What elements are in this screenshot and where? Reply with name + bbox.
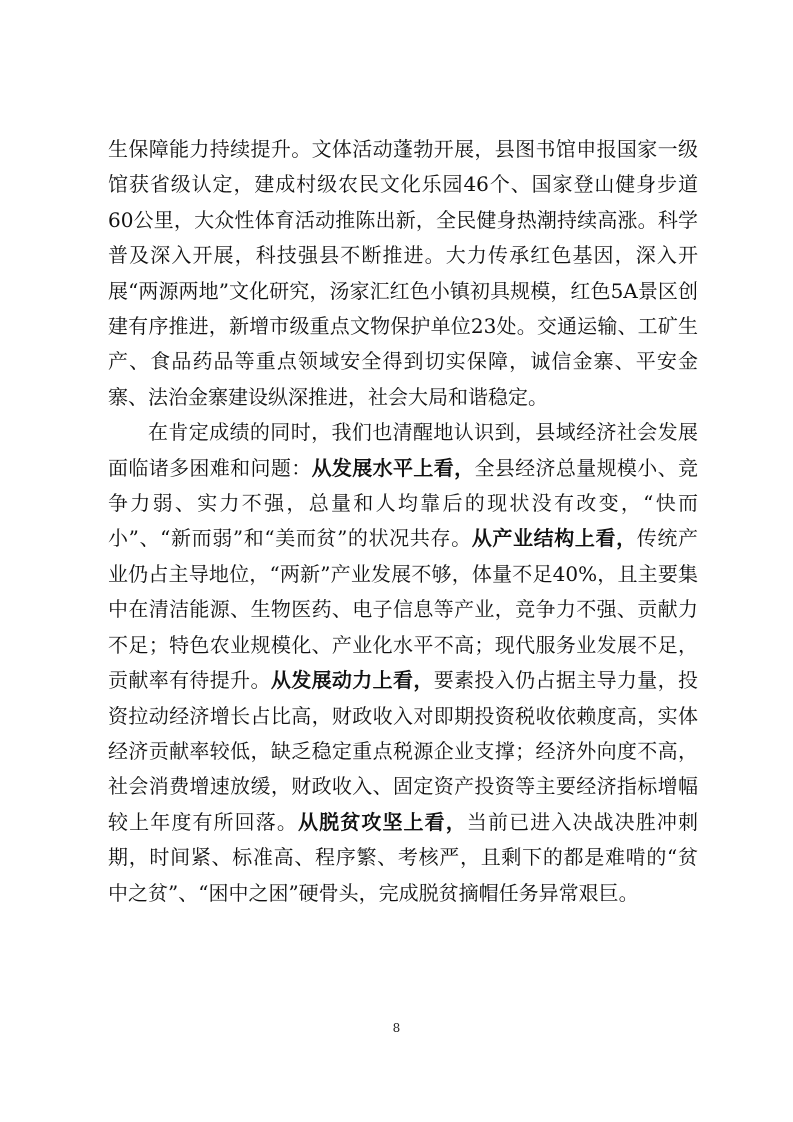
problems-intro: 在肯定成绩的同时，我们也清醒地认识到，县域经济社会发展面临诸多困难和问题： bbox=[108, 420, 698, 480]
text-development-momentum: 要素投入仍占据主导力量，投资拉动经济增长占比高，财政收入对即期投资税收依赖度高，实体经济贡献率较低，缺乏稳定重点税源企业支撑；经济外向度不高，社会消费增速放缓，财政收入、固定资产投资等主要经济指标增幅较上年度有所回落。 bbox=[108, 668, 699, 834]
page-number: 8 bbox=[392, 1021, 401, 1035]
heading-development-momentum: 从发展动力上看， bbox=[270, 668, 434, 693]
heading-poverty-alleviation: 从脱贫攻坚上看， bbox=[298, 809, 467, 834]
text-industrial-structure: 传统产业仍占主导地位，“两新”产业发展不够，体量不足40%，且主要集中在清洁能源、生物医药、电子信息等产业，竞争力不强、贡献力不足；特色农业规模化、产业化水平不高；现代服务业发展不足，贡献率有待提升。 bbox=[108, 526, 699, 693]
heading-industrial-structure: 从产业结构上看， bbox=[471, 526, 637, 551]
text-development-level: 全县经济总量规模小、竞争力弱、实力不强，总量和人均靠后的现状没有改变，“快而小”、“新而弱”和“美而贫”的状况共存。 bbox=[108, 455, 699, 551]
text-poverty-alleviation: 当前已进入决战决胜冲刺期，时间紧、标准高、程序繁、考核严，且剩下的都是难啃的“贫中之贫”、“困中之困”硬骨头，完成脱贫摘帽任务异常艰巨。 bbox=[108, 809, 699, 905]
heading-development-level: 从发展水平上看， bbox=[311, 455, 475, 480]
body-text bbox=[108, 132, 698, 911]
paragraph-problems bbox=[108, 415, 698, 911]
paragraph-achievements: 生保障能力持续提升。文体活动蓬勃开展，县图书馆申报国家一级馆获省级认定，建成村级农民文化乐园46个、国家登山健身步道60公里，大众性体育活动推陈出新，全民健身热潮持续高涨。科学普及深入开展，科技强县不断推进。大力传承红色基因，深入开展“两源两地”文化研究，汤家汇红色小镇初具规模，红色5A景区创建有序推进，新增市级重点文物保护单位23处。交通运输、工矿生产、食品药品等重点领域安全得到切实保障，诚信金寨、平安金寨、法治金寨建设纵深推进，社会大局和谐稳定。 bbox=[108, 137, 698, 409]
